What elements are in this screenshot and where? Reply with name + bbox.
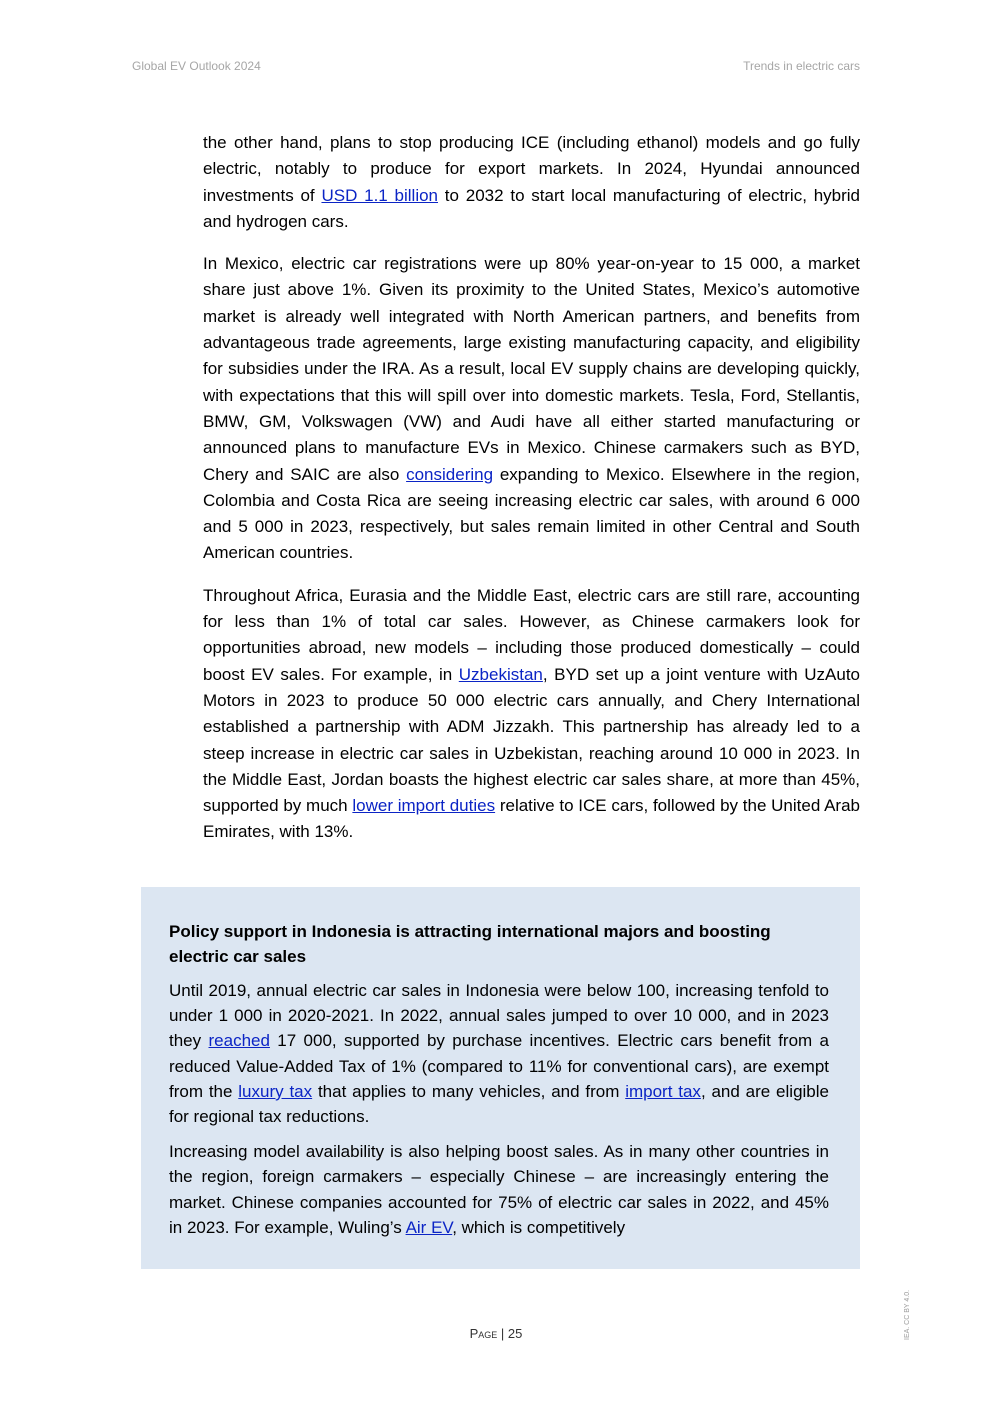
link-considering[interactable]: considering xyxy=(406,464,494,484)
page-number: 25 xyxy=(507,1326,523,1341)
license-note: IEA. CC BY 4.0. xyxy=(904,1289,911,1340)
paragraph-mexico: In Mexico, electric car registrations were up 80% year-on-year to 15 000, a market share just above 1%. Given its proximity to the United States, Mexico’s automotive market is already well integrated with North American partners, and benefits from advantageous trade agreements, large existing manufacturing capacity, and eligibility for subsidies under the IRA. As a result, local EV supply chains are developing quickly, with expectations that this will spill over into domestic markets. Tesla, Ford, Stellantis, BMW, GM, Volkswagen (VW) and Audi have all either started manufacturing or announced plans to manufacture EVs in Mexico. Chinese carmakers such as BYD, Chery and SAIC are also considering expanding to Mexico. Elsewhere in the region, Colombia and Costa Rica are seeing increasing electric car sales, with around 6 000 and 5 000 in 2023, respectively, but sales remain limited in other Central and South American countries. xyxy=(203,254,860,563)
header-section: Trends in electric cars xyxy=(743,59,860,73)
indonesia-policy-box xyxy=(141,887,860,1269)
box-title: Policy support in Indonesia is attracting international majors and boosting electric car sales xyxy=(169,922,771,966)
link-import-tax[interactable]: import tax xyxy=(625,1081,701,1101)
link-luxury-tax[interactable]: luxury tax xyxy=(238,1081,313,1101)
paragraph-hyundai: the other hand, plans to stop producing ICE (including ethanol) models and go fully electric, notably to produce for export markets. In 2024, Hyundai announced investments of USD 1.1 billion to 2032 to start local manufacturing of electric, hybrid and hydrogen cars. xyxy=(203,133,861,231)
page-label: Page xyxy=(469,1326,498,1341)
page-separator: | xyxy=(497,1326,508,1341)
link-uzbekistan[interactable]: Uzbekistan xyxy=(458,664,543,684)
link-usd-1-1-billion[interactable]: USD 1.1 billion xyxy=(321,185,439,205)
header-title: Global EV Outlook 2024 xyxy=(132,59,261,73)
link-reached[interactable]: reached xyxy=(208,1031,270,1051)
link-lower-import-duties[interactable]: lower import duties xyxy=(352,796,496,816)
paragraph-africa-eurasia-middle-east: Throughout Africa, Eurasia and the Middle East, electric cars are still rare, accounting for less than 1% of total car sales. However, as Chinese carmakers look for opportunities abroad, new models – including those produced domestically – could boost EV sales. For example, in Uzbekistan, BYD set up a joint venture with UzAuto Motors in 2023 to produce 50 000 electric cars annually, and Chery International established a partnership with ADM Jizzakh. This partnership has already led to a steep increase in electric car sales in Uzbekistan, reaching around 10 000 in 2023. In the Middle East, Jordan boasts the highest electric car sales share, at more than 45%, supported by much lower import duties relative to ICE cars, followed by the United Arab Emirates, with 13%. xyxy=(203,585,861,842)
link-air-ev[interactable]: Air EV xyxy=(405,1217,453,1237)
box-paragraph-models: Increasing model availability is also helping boost sales. As in many other countries in the region, foreign carmakers – especially Chinese – are increasingly entering the market. Chinese companies accounted for 75% of electric car sales in 2022, and 45% in 2023. For example, Wuling’s Air EV, which is competitively xyxy=(169,1142,829,1237)
page-footer xyxy=(0,1326,992,1341)
main-text xyxy=(203,130,860,862)
box-paragraph-sales: Until 2019, annual electric car sales in Indonesia were below 100, increasing tenfold to under 1 000 in 2020-2021. In 2022, annual sales jumped to over 10 000, and in 2023 they reached 17 000, supported by purchase incentives. Electric cars benefit from a reduced Value-Added Tax of 1% (compared to 11% for conventional cars), are exempt from the luxury tax that applies to many vehicles, and from import tax, and are eligible for regional tax reductions. xyxy=(169,981,829,1127)
